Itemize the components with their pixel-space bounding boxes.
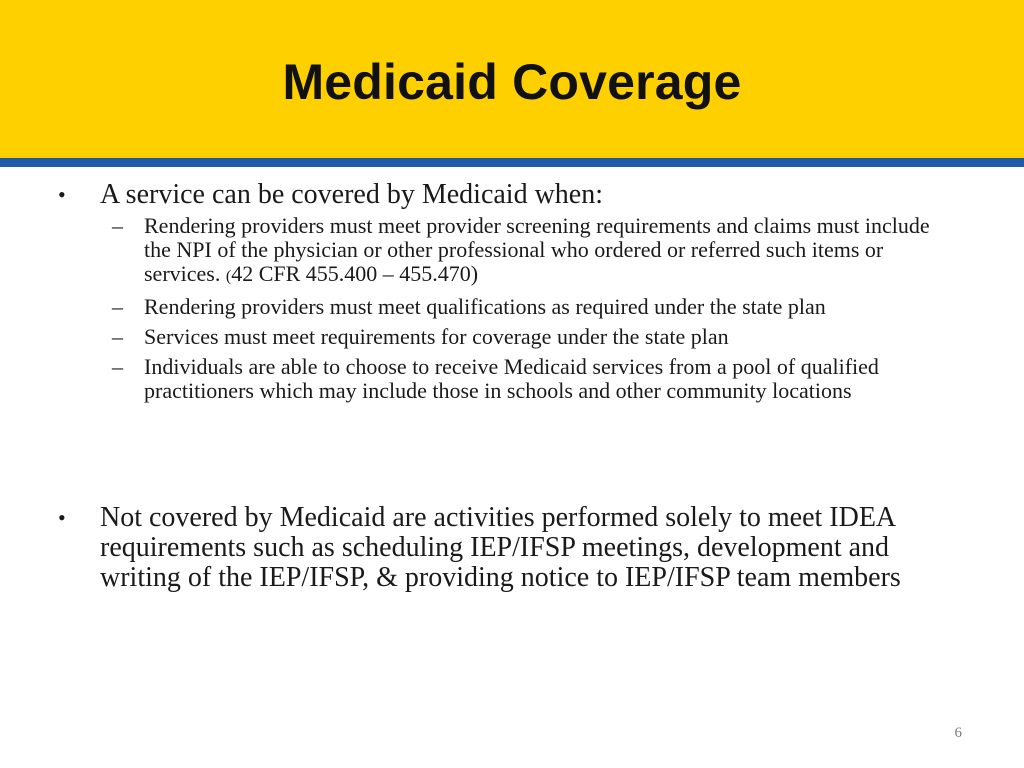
sub-bullet-item: [112, 325, 952, 349]
sub-bullet-text: Individuals are able to choose to receive Medicaid services from a pool of qualified practitioners which may include those in schools and other community locations: [144, 354, 879, 403]
page-number: 6: [954, 725, 962, 741]
bullet-text: A service can be covered by Medicaid when:: [100, 179, 604, 210]
dash-icon: –: [112, 294, 123, 319]
slide-title: Medicaid Coverage: [282, 54, 742, 110]
bullet-row: [58, 503, 958, 593]
bullet-item: [58, 503, 958, 593]
sub-bullet-main-text: Rendering providers must meet provider screening requirements and claims must include the NPI of the physician or other professional who ordered or referred such items or services.: [144, 213, 930, 286]
bullet-dot-icon: •: [58, 505, 66, 530]
sub-bullet-item: [112, 355, 952, 403]
cfr-citation: 42 CFR 455.400 – 455.470): [231, 261, 479, 286]
sub-bullet-item: [112, 214, 952, 289]
bullet-dot-icon: •: [58, 182, 66, 207]
sub-bullet-list: [112, 214, 952, 403]
bullet-item: [58, 180, 958, 409]
citation-open-paren: (: [225, 268, 232, 285]
sub-bullet-item: [112, 295, 952, 319]
dash-icon: –: [112, 324, 123, 349]
dash-icon: –: [112, 354, 123, 379]
dash-icon: –: [112, 213, 123, 238]
sub-bullet-text: [144, 214, 952, 289]
sub-bullet-text: Services must meet requirements for coverage under the state plan: [144, 324, 729, 349]
bullet-row: [58, 180, 958, 210]
sub-bullet-text: Rendering providers must meet qualifications as required under the state plan: [144, 294, 826, 319]
bullet-text: Not covered by Medicaid are activities performed solely to meet IDEA requirements such as scheduling IEP/IFSP meetings, development and writing of the IEP/IFSP, & providing notice to IEP/IFSP team members: [100, 502, 901, 593]
